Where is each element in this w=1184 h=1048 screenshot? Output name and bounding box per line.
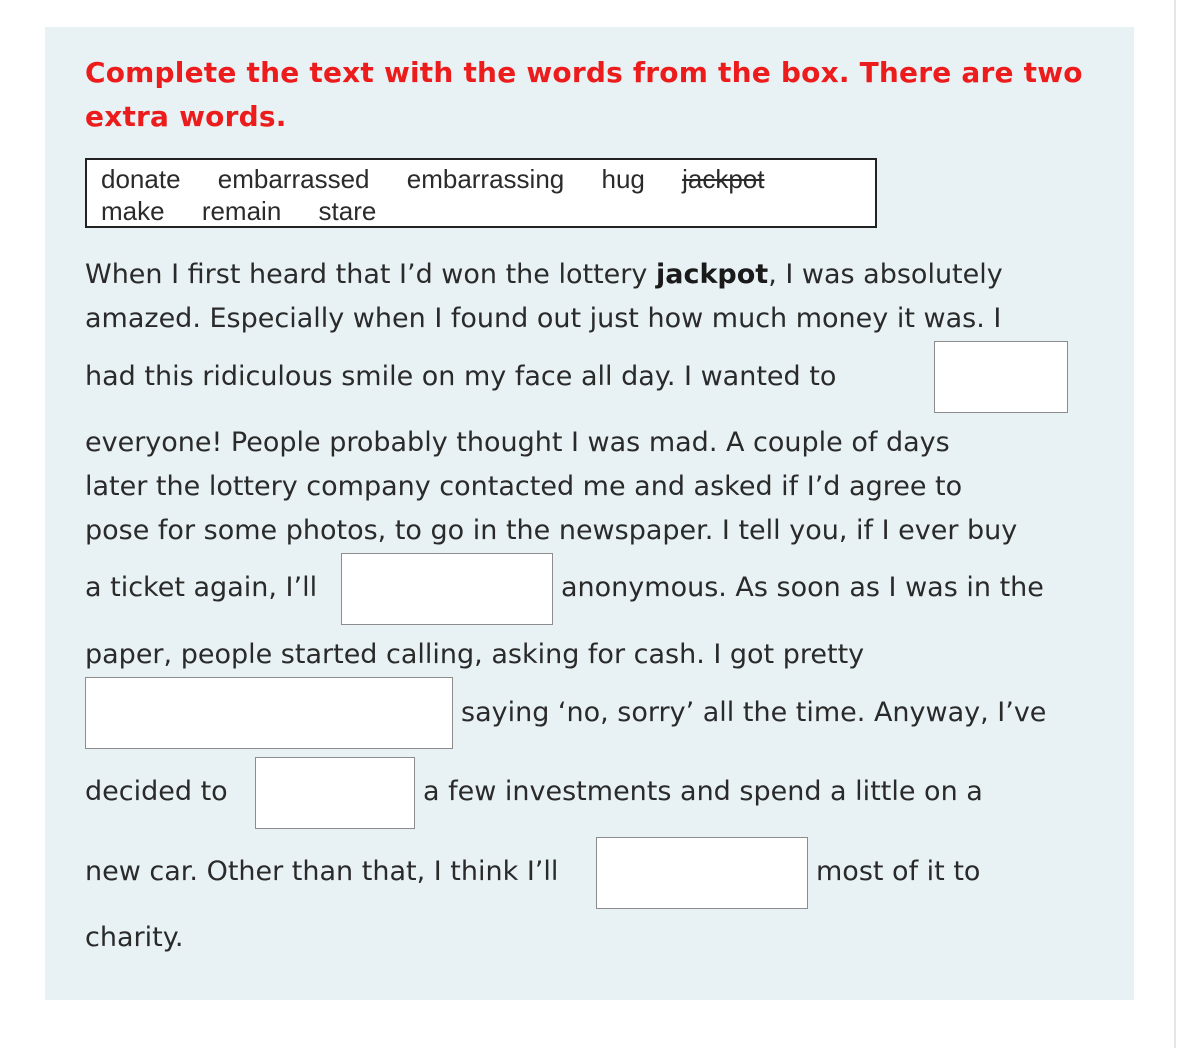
word-jackpot-used: jackpot bbox=[682, 164, 765, 194]
gap-input-1[interactable] bbox=[934, 341, 1068, 413]
word-hug: hug bbox=[601, 164, 645, 194]
word-embarrassed: embarrassed bbox=[217, 164, 370, 194]
word-stare: stare bbox=[318, 196, 377, 226]
text-line: decided to bbox=[85, 776, 228, 807]
text-line: everyone! People probably thought I was mad. A couple of days bbox=[85, 427, 950, 458]
text-segment: , I was absolutely bbox=[768, 259, 1003, 290]
word-donate: donate bbox=[101, 164, 181, 194]
word-box-row-2 bbox=[101, 195, 875, 227]
text-line: anonymous. As soon as I was in the bbox=[561, 572, 1044, 603]
gap-input-2[interactable] bbox=[341, 553, 553, 625]
word-remain: remain bbox=[201, 196, 282, 226]
text-line: a ticket again, I’ll bbox=[85, 572, 318, 603]
word-box bbox=[85, 158, 877, 228]
word-embarrassing: embarrassing bbox=[406, 164, 565, 194]
text-line: saying ‘no, sorry’ all the time. Anyway, I’ve bbox=[461, 697, 1047, 728]
text-line: a few investments and spend a little on a bbox=[423, 776, 983, 807]
example-answer-jackpot: jackpot bbox=[655, 259, 769, 290]
text-line: had this ridiculous smile on my face all day. I wanted to bbox=[85, 361, 837, 392]
text-line: most of it to bbox=[816, 856, 981, 887]
gap-input-5[interactable] bbox=[596, 837, 808, 909]
gap-input-3[interactable] bbox=[85, 677, 453, 749]
text-line: amazed. Especially when I found out just how much money it was. I bbox=[85, 303, 1002, 334]
text-line: paper, people started calling, asking for cash. I got pretty bbox=[85, 639, 865, 670]
text-line bbox=[85, 257, 1003, 293]
text-line: new car. Other than that, I think I’ll bbox=[85, 856, 559, 887]
word-box-row-1 bbox=[101, 163, 875, 195]
text-segment: When I first heard that I’d won the lottery bbox=[85, 259, 656, 290]
word-make: make bbox=[101, 196, 165, 226]
exercise-panel bbox=[45, 27, 1134, 1000]
scrollbar-edge bbox=[1174, 0, 1176, 1048]
text-line: pose for some photos, to go in the newspaper. I tell you, if I ever buy bbox=[85, 515, 1018, 546]
text-line: charity. bbox=[85, 922, 184, 953]
gap-input-4[interactable] bbox=[255, 757, 415, 829]
instruction-text: Complete the text with the words from the box. There are two extra words. bbox=[85, 56, 1083, 133]
text-line: later the lottery company contacted me and asked if I’d agree to bbox=[85, 471, 963, 502]
